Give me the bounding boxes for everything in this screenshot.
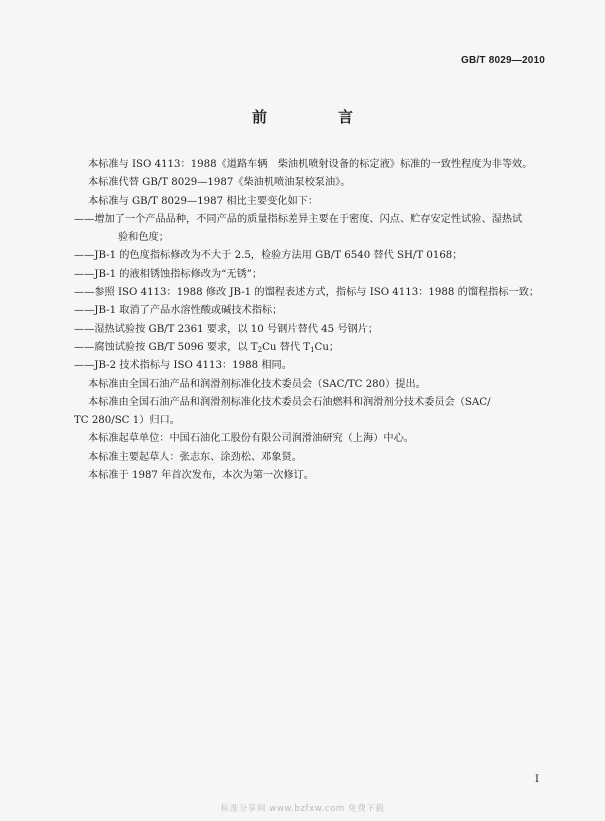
list-item: ——增加了一个产品品种，不同产品的质量指标差异主要在于密度、闪点、贮存安定性试验、湿热试 [74,213,523,225]
paragraph-drafting-unit: 本标准起草单位：中国石油化工股份有限公司润滑油研究（上海）中心。 [88,433,414,445]
list-item: ——JB-1 的液相锈蚀指标修改为“无锈”； [74,268,263,280]
paragraph-replaces: 本标准代替 GB/T 8029—1987《柴油机喷油泵校泵油》。 [88,177,351,189]
list-item: ——JB-1 取消了产品水溶性酸或碱技术指标； [74,305,283,317]
paragraph-centralized-by-cont: TC 280/SC 1）归口。 [74,415,180,427]
watermark: 标准分享网 www.bzfxw.com 免费下载 [220,804,385,814]
list-item: ——湿热试验按 GB/T 2361 要求，以 10 号钢片替代 45 号钢片； [74,323,379,335]
paragraph-consistency: 本标准与 ISO 4113：1988《道路车辆 柴油机喷射设备的标定液》标准的一致性程度为非等效。 [88,159,533,170]
page-title: 前 言 [251,108,381,126]
list-item: ——参照 ISO 4113：1988 修改 JB-1 的馏程表述方式，指标与 ISO 4113：1988 的馏程指标一致； [74,287,540,299]
corrosion-text-b: Cu 替代 T [262,341,311,353]
paragraph-changes-intro: 本标准与 GB/T 8029—1987 相比主要变化如下： [88,195,319,207]
paragraph-proposed-by: 本标准由全国石油产品和润滑剂标准化技术委员会（SAC/TC 280）提出。 [88,378,426,390]
paragraph-history: 本标准于 1987 年首次发布，本次为第一次修订。 [88,470,314,482]
subscript-2: 2 [257,345,263,354]
list-item-continuation: 验和色度； [118,232,169,244]
corrosion-text-c: Cu； [314,341,340,353]
list-item: ——JB-2 技术指标与 ISO 4113：1988 相同。 [74,360,292,372]
foreword-body [74,156,550,485]
paragraph-drafters: 本标准主要起草人：张志东、涂劲松、邓象贤。 [88,451,302,463]
page-number: I [535,774,539,785]
subscript-1: 1 [310,345,315,354]
standard-number: GB/T 8029—2010 [461,55,545,66]
paragraph-centralized-by: 本标准由全国石油产品和润滑剂标准化技术委员会石油燃料和润滑剂分技术委员会（SAC/ [88,396,491,408]
corrosion-text-a: ——腐蚀试验按 GB/T 5096 要求，以 T [74,341,258,353]
list-item [74,339,550,357]
list-item: ——JB-1 的色度指标修改为不大于 2.5，检验方法用 GB/T 6540 替代 SH/T 0168； [74,250,463,262]
